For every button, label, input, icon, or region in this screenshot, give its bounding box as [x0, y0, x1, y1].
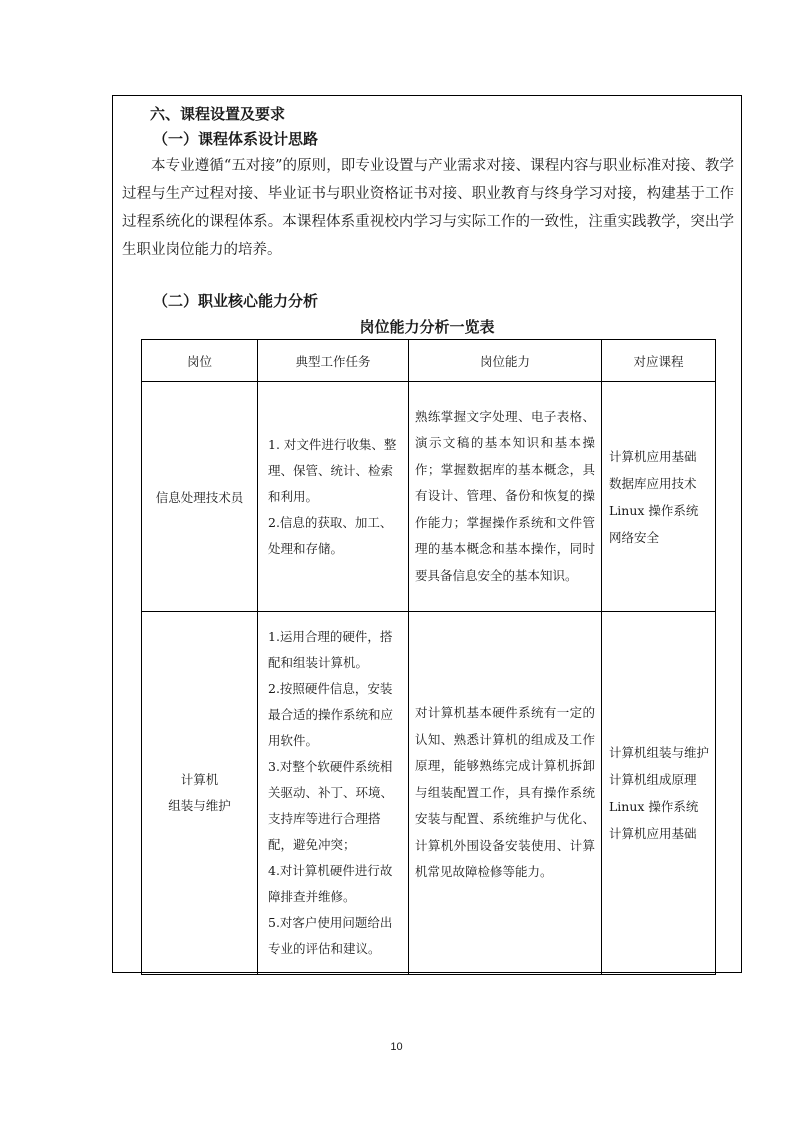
subsection-title-1: （一）课程体系设计思路 [153, 130, 319, 148]
task-item: 5.对客户使用问题给出专业的评估和建议。 [268, 915, 393, 956]
task-item: 4.对计算机硬件进行故障排查并维修。 [268, 863, 393, 904]
course-item: Linux 操作系统 [609, 502, 699, 518]
header-ability: 岗位能力 [409, 340, 602, 382]
course-item: 计算机应用基础 [609, 448, 697, 464]
tasks-cell [258, 382, 409, 612]
section-title: 六、课程设置及要求 [150, 105, 286, 123]
subsection-title-2: （二）职业核心能力分析 [153, 292, 319, 310]
post-cell [142, 612, 258, 975]
table-header-row [142, 340, 716, 382]
course-item: Linux 操作系统 [609, 799, 699, 814]
courses-cell [602, 612, 716, 975]
table-row [142, 612, 716, 975]
table-title: 岗位能力分析一览表 [359, 318, 495, 336]
table-row [142, 382, 716, 612]
ability-cell: 对计算机基本硬件系统有一定的认知、熟悉计算机的组成及工作原理，能够熟练完成计算机拆卸与组装配置工作，具有操作系统安装与配置、系统维护与优化、计算机外围设备安装使用、计算机常见故障检修等能力。 [409, 612, 602, 975]
header-tasks: 典型工作任务 [258, 340, 409, 382]
ability-table [141, 339, 716, 975]
header-courses: 对应课程 [602, 340, 716, 382]
task-item: 1. 对文件进行收集、整理、保管、统计、检索和利用。 [268, 436, 397, 504]
course-item: 网络安全 [609, 529, 660, 545]
task-item: 3.对整个软硬件系统相关驱动、补丁、环境、支持库等进行合理搭配，避免冲突； [268, 759, 394, 852]
task-item: 2.按照硬件信息，安装最合适的操作系统和应用软件。 [268, 681, 394, 748]
course-item: 计算机应用基础 [609, 826, 697, 841]
page-number: 10 [390, 1041, 403, 1053]
curriculum-paragraph: 本专业遵循“五对接”的原则，即专业设置与产业需求对接、课程内容与职业标准对接、教学过程与生产过程对接、毕业证书与职业资格证书对接、职业教育与终身学习对接，构建基于工作过程系统化的课程体系。本课程体系重视校内学习与实际工作的一致性，注重实践教学，突出学生职业岗位能力的培养。 [122, 158, 734, 258]
task-item: 1.运用合理的硬件，搭配和组装计算机。 [268, 629, 393, 670]
course-item: 计算机组成原理 [609, 772, 697, 787]
header-post: 岗位 [142, 340, 258, 382]
tasks-cell [258, 612, 409, 975]
post-line: 组装与维护 [168, 798, 231, 813]
post-line: 计算机 [180, 772, 219, 787]
courses-cell [602, 382, 716, 612]
course-item: 计算机组装与维护 [609, 745, 710, 760]
post-line: 信息处理技术员 [155, 489, 244, 505]
course-item: 数据库应用技术 [609, 475, 697, 491]
post-cell [142, 382, 258, 612]
task-item: 2.信息的获取、加工、处理和存储。 [268, 514, 393, 556]
ability-cell: 熟练掌握文字处理、电子表格、演示文稿的基本知识和基本操作；掌握数据库的基本概念，具有设计、管理、备份和恢复的操作能力；掌握操作系统和文件管理的基本概念和基本操作，同时要具备信息安全的基本知识。 [409, 382, 602, 612]
